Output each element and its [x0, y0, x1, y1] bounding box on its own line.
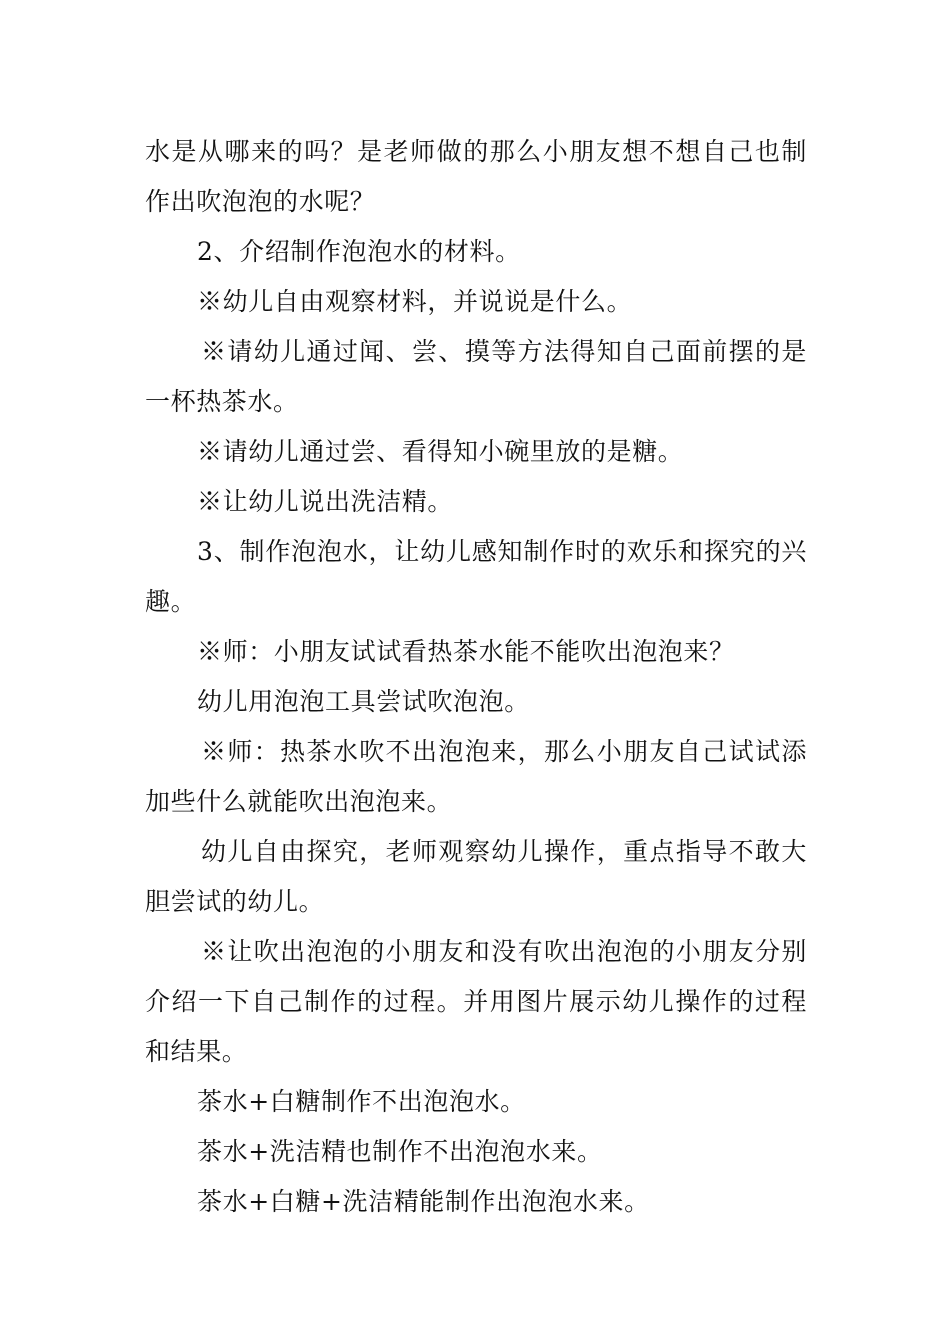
paragraph-identify-sugar: ※请幼儿通过尝、看得知小碗里放的是糖。	[197, 437, 684, 466]
paragraph-children-try: 幼儿用泡泡工具尝试吹泡泡。	[197, 687, 530, 716]
paragraph-teacher-question: ※师：小朋友试试看热茶水能不能吹出泡泡来？	[197, 637, 735, 666]
paragraph-step-2-heading: 2、介绍制作泡泡水的材料。	[197, 237, 521, 266]
paragraph-free-exploration: 幼儿自由探究，老师观察幼儿操作，重点指导不敢大胆尝试的幼儿。	[145, 837, 807, 916]
paragraph-introduce-process: ※让吹出泡泡的小朋友和没有吹出泡泡的小朋友分别介绍一下自己制作的过程。并用图片展示幼儿操作的过程和结果。	[145, 937, 807, 1066]
paragraph-result-all: 茶水+白糖+洗洁精能制作出泡泡水来。	[197, 1187, 650, 1216]
document-body	[145, 127, 807, 1227]
paragraph-teacher-prompt: ※师：热茶水吹不出泡泡来，那么小朋友自己试试添加些什么就能吹出泡泡来。	[145, 737, 807, 816]
paragraph-continuation: 水是从哪来的吗？是老师做的那么小朋友想不想自己也制作出吹泡泡的水呢？	[145, 137, 807, 216]
paragraph-identify-detergent: ※让幼儿说出洗洁精。	[197, 487, 454, 516]
paragraph-result-tea-sugar: 茶水+白糖制作不出泡泡水。	[197, 1087, 526, 1116]
paragraph-identify-tea: ※请幼儿通过闻、尝、摸等方法得知自己面前摆的是一杯热茶水。	[145, 337, 807, 416]
paragraph-observe-materials: ※幼儿自由观察材料，并说说是什么。	[197, 287, 633, 316]
paragraph-step-3-heading: 3、制作泡泡水，让幼儿感知制作时的欢乐和探究的兴趣。	[145, 537, 807, 616]
paragraph-result-tea-detergent: 茶水+洗洁精也制作不出泡泡水来。	[197, 1137, 603, 1166]
